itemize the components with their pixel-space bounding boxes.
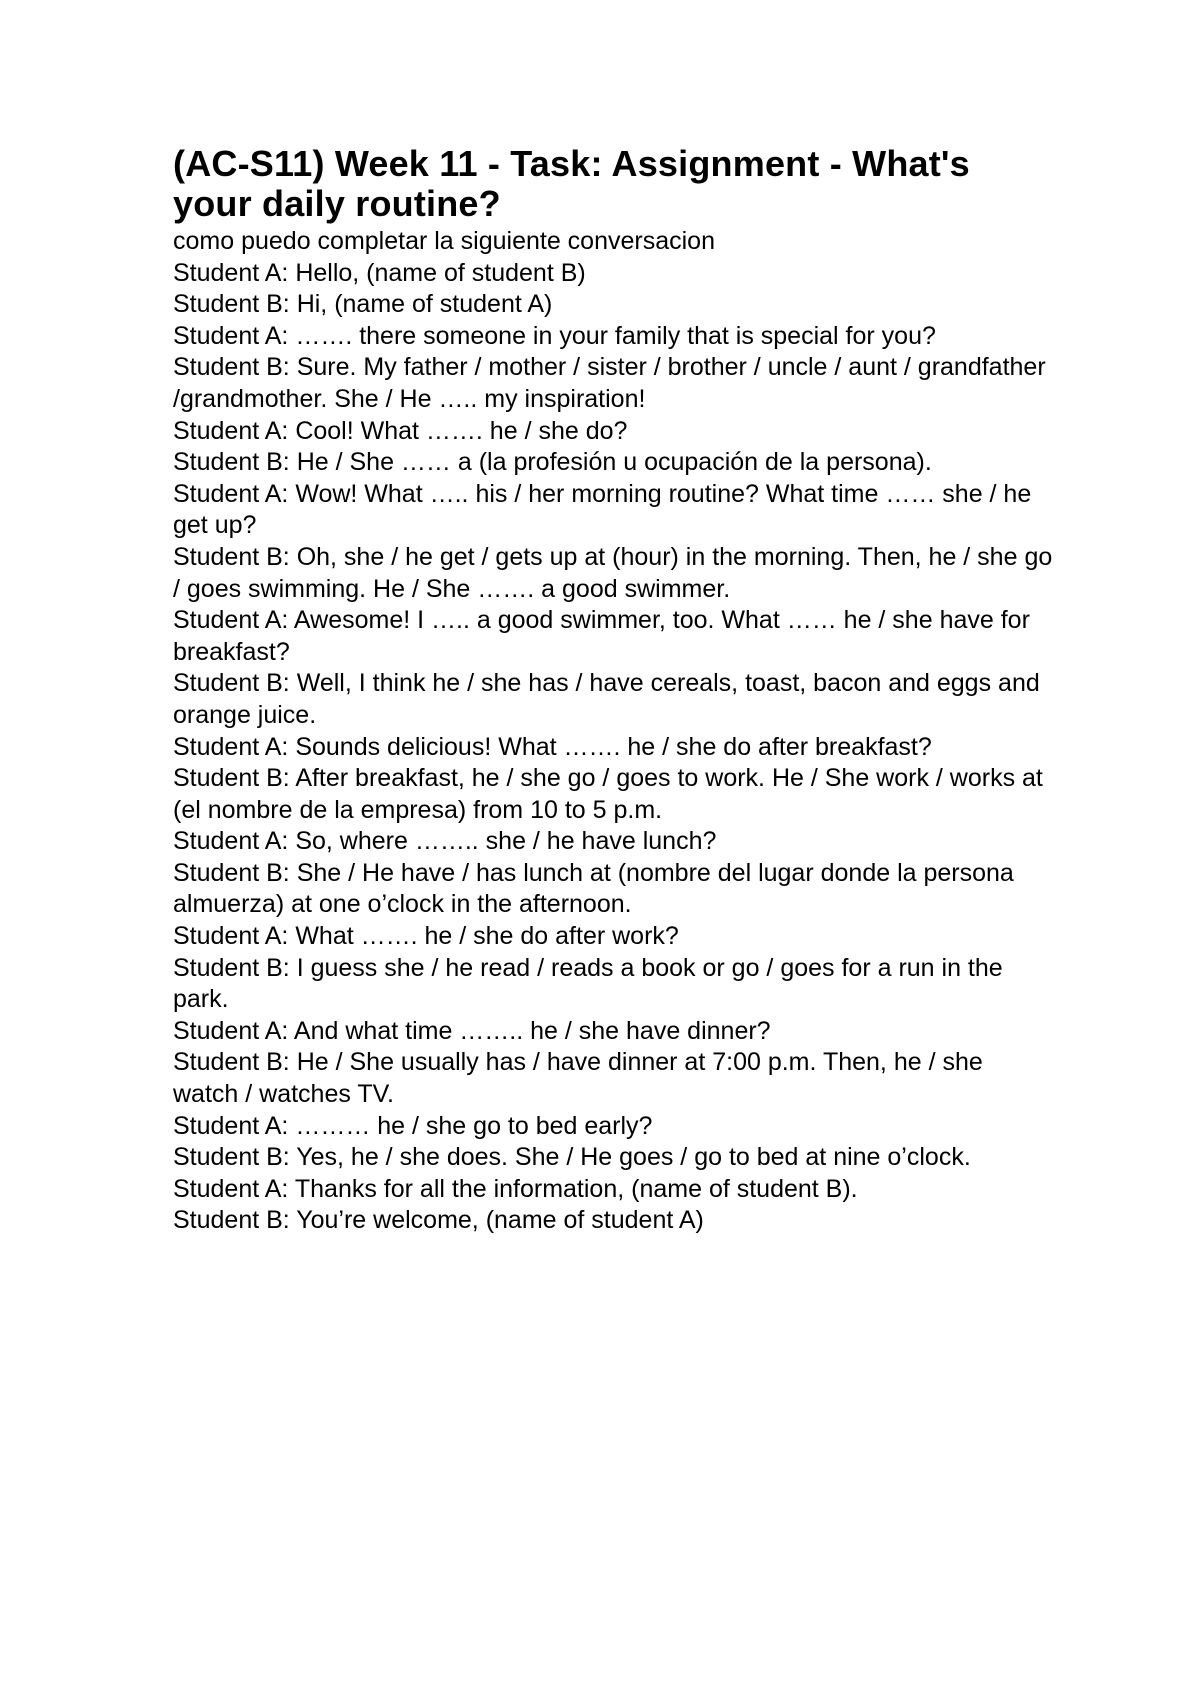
dialogue-line: Student A: What ……. he / she do after work?: [173, 922, 679, 951]
question-text: como puedo completar la siguiente conversacion: [173, 227, 715, 255]
dialogue-line: Student A: And what time …….. he / she have dinner?: [173, 1016, 771, 1045]
dialogue-line: Student B: Sure. My father / mother / sister / brother / uncle / aunt / grandfather /grandmother. She / He ….. my inspiration!: [173, 353, 1046, 413]
dialogue-line: Student A: Sounds delicious! What ……. he / she do after breakfast?: [173, 732, 932, 761]
dialogue-line: Student A: ……… he / she go to bed early?: [173, 1111, 653, 1140]
dialogue-line: Student A: Thanks for all the information, (name of student B).: [173, 1174, 858, 1203]
dialogue-line: Student A: Awesome! I ….. a good swimmer, too. What …… he / she have for breakfast?: [173, 606, 1030, 666]
dialogue-line: Student A: Hello, (name of student B): [173, 258, 586, 287]
dialogue-line: Student B: After breakfast, he / she go / goes to work. He / She work / works at (el nombre de la empresa) from 10 to 5 p.m.: [173, 764, 1043, 824]
dialogue-line: Student B: You’re welcome, (name of student A): [173, 1206, 704, 1235]
dialogue-line: Student B: She / He have / has lunch at (nombre del lugar donde la persona almuerza) at one o’clock in the afternoon.: [173, 858, 1014, 919]
dialogue-line: Student B: He / She usually has / have dinner at 7:00 p.m. Then, he / she watch / watches TV.: [173, 1048, 983, 1109]
dialogue-line: Student B: Yes, he / she does. She / He goes / go to bed at nine o’clock.: [173, 1143, 971, 1172]
dialogue-line: Student A: Cool! What ……. he / she do?: [173, 416, 628, 445]
dialogue: [173, 258, 1053, 1237]
dialogue-line: Student B: Oh, she / he get / gets up at (hour) in the morning. Then, he / she go / goes swimming. He / She ……. a good swimmer.: [173, 542, 1053, 603]
dialogue-line: Student B: I guess she / he read / reads a book or go / goes for a run in the park.: [173, 953, 1003, 1014]
document-title: (AC-S11) Week 11 - Task: Assignment - What's your daily routine?: [173, 143, 970, 224]
dialogue-line: Student A: Wow! What ….. his / her morning routine? What time …… she / he get up?: [173, 479, 1032, 540]
dialogue-line: Student B: He / She …… a (la profesión u ocupación de la persona).: [173, 448, 932, 477]
dialogue-line: Student B: Hi, (name of student A): [173, 290, 553, 319]
document-content: [173, 144, 1053, 1237]
dialogue-line: Student A: So, where …….. she / he have lunch?: [173, 827, 717, 856]
dialogue-line: Student A: ……. there someone in your family that is special for you?: [173, 321, 936, 350]
dialogue-line: Student B: Well, I think he / she has / have cereals, toast, bacon and eggs and orange juice.: [173, 669, 1040, 729]
